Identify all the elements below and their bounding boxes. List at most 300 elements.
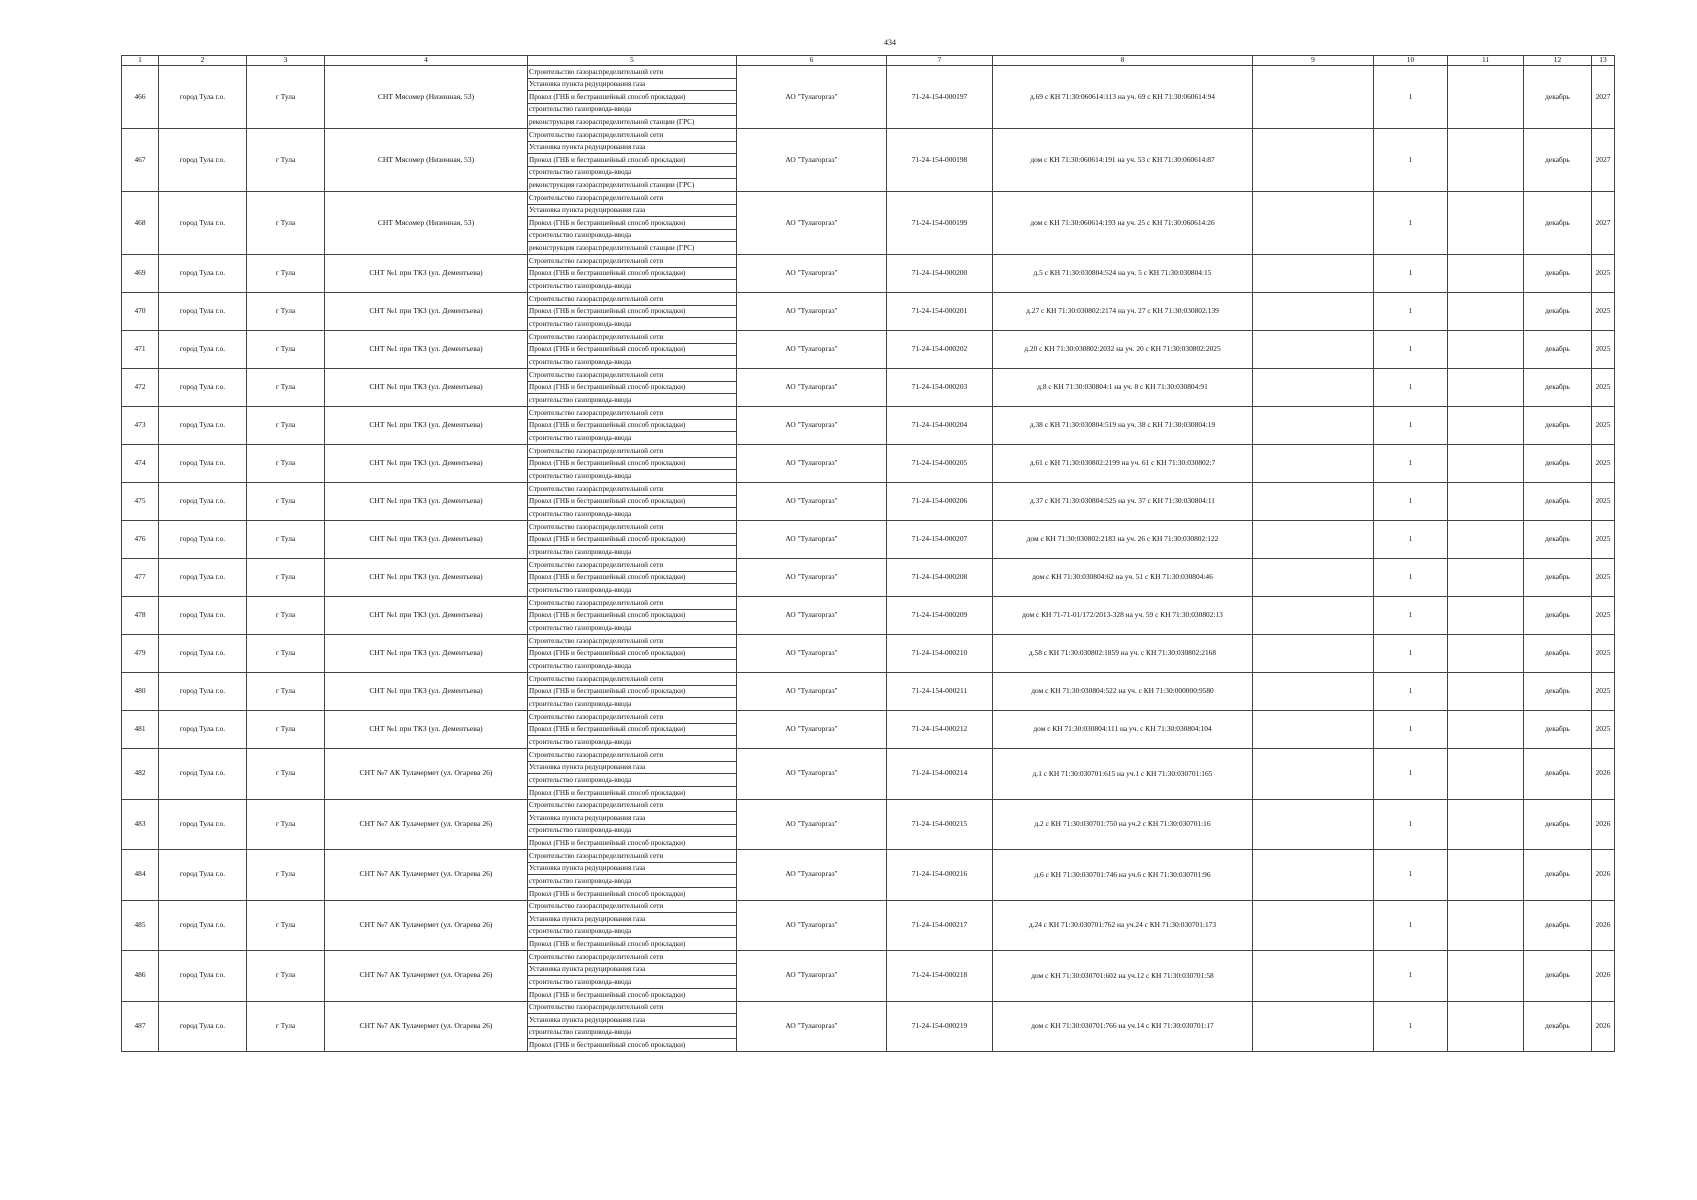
table-row xyxy=(122,407,1615,445)
works-cell xyxy=(528,951,737,1002)
col-header-7: 7 xyxy=(887,56,993,66)
municipality-cell: город Тула г.о. xyxy=(159,900,247,951)
quantity-cell: 1 xyxy=(1374,129,1448,192)
col-header-6: 6 xyxy=(737,56,887,66)
organization-cell: АО "Тулагоргаз" xyxy=(737,66,887,129)
work-item: строительство газопровода-ввода xyxy=(529,282,632,291)
work-item: Строительство газораспределительной сети xyxy=(528,749,736,762)
table-row xyxy=(122,673,1615,711)
row-number: 466 xyxy=(122,66,159,129)
application-code-cell: 71-24-154-000207 xyxy=(887,521,993,559)
location-cell: д.1 с КН 71:30:030701:615 на уч.1 с КН 71:30:030701:165 xyxy=(993,749,1253,800)
column-11-cell xyxy=(1448,483,1524,521)
row-number: 482 xyxy=(122,749,159,800)
organization-cell: АО "Тулагоргаз" xyxy=(737,1001,887,1052)
row-number: 478 xyxy=(122,597,159,635)
work-item: Строительство газораспределительной сети xyxy=(528,673,736,686)
works-list xyxy=(528,293,736,330)
work-item: Прокол (ГНБ и бестраншейный способ прокладки) xyxy=(528,344,736,357)
month-cell: декабрь xyxy=(1524,407,1592,445)
column-11-cell xyxy=(1448,597,1524,635)
work-item: Строительство газораспределительной сети xyxy=(528,901,736,914)
column-11-cell xyxy=(1448,635,1524,673)
column-11-cell xyxy=(1448,799,1524,850)
column-9-cell xyxy=(1253,673,1374,711)
works-cell xyxy=(528,635,737,673)
work-item: строительство газопровода-ввода xyxy=(528,875,736,888)
column-9-cell xyxy=(1253,900,1374,951)
month-cell: декабрь xyxy=(1524,331,1592,369)
settlement-cell: г Тула xyxy=(247,900,325,951)
organization-cell: АО "Тулагоргаз" xyxy=(737,799,887,850)
location-cell: дом с КН 71:30:030701:602 на уч.12 с КН 71:30:030701:58 xyxy=(993,951,1253,1002)
works-list xyxy=(528,1002,736,1052)
work-item: Прокол (ГНБ и бестраншейный способ прокладки) xyxy=(528,648,736,661)
work-item: строительство газопровода-ввода xyxy=(529,586,632,595)
work-item: Прокол (ГНБ и бестраншейный способ прокладки) xyxy=(528,458,736,471)
location-cell: дом с КН 71:30:030804:62 на уч. 51 с КН 71:30:030804:46 xyxy=(993,559,1253,597)
work-item: Строительство газораспределительной сети xyxy=(528,192,736,205)
works-list xyxy=(528,407,736,444)
column-11-cell xyxy=(1448,559,1524,597)
table-row xyxy=(122,1001,1615,1052)
row-number: 475 xyxy=(122,483,159,521)
work-item: Строительство газораспределительной сети xyxy=(528,255,736,268)
application-code-cell: 71-24-154-000208 xyxy=(887,559,993,597)
year-cell: 2025 xyxy=(1592,483,1615,521)
work-item: Прокол (ГНБ и бестраншейный способ прокладки) xyxy=(528,268,736,281)
organization-cell: АО "Тулагоргаз" xyxy=(737,407,887,445)
work-item: Прокол (ГНБ и бестраншейный способ прокладки) xyxy=(528,686,736,699)
application-code-cell: 71-24-154-000216 xyxy=(887,850,993,901)
row-number: 479 xyxy=(122,635,159,673)
settlement-cell: г Тула xyxy=(247,850,325,901)
work-item: Установка пункта редуцирования газа xyxy=(528,1014,736,1027)
year-cell: 2026 xyxy=(1592,900,1615,951)
settlement-cell: г Тула xyxy=(247,445,325,483)
municipality-cell: город Тула г.о. xyxy=(159,635,247,673)
column-9-cell xyxy=(1253,293,1374,331)
works-cell xyxy=(528,673,737,711)
works-list xyxy=(528,66,736,128)
month-cell: декабрь xyxy=(1524,483,1592,521)
settlement-cell: г Тула xyxy=(247,369,325,407)
object-cell: СНТ Мясомер (Низинная, 53) xyxy=(325,129,528,192)
works-list xyxy=(528,597,736,634)
location-cell: дом с КН 71-71-01/172/2013-328 на уч. 59 с КН 71:30:030802:13 xyxy=(993,597,1253,635)
settlement-cell: г Тула xyxy=(247,559,325,597)
year-cell: 2025 xyxy=(1592,559,1615,597)
row-number: 467 xyxy=(122,129,159,192)
quantity-cell: 1 xyxy=(1374,293,1448,331)
quantity-cell: 1 xyxy=(1374,900,1448,951)
works-cell xyxy=(528,407,737,445)
location-cell: дом с КН 71:30:060614:191 на уч. 53 с КН 71:30:060614:87 xyxy=(993,129,1253,192)
quantity-cell: 1 xyxy=(1374,635,1448,673)
object-cell: СНТ №1 при ТКЗ (ул. Дементьева) xyxy=(325,331,528,369)
application-code-cell: 71-24-154-000219 xyxy=(887,1001,993,1052)
object-cell: СНТ №7 АК Тулачермет (ул. Огарева 26) xyxy=(325,1001,528,1052)
municipality-cell: город Тула г.о. xyxy=(159,673,247,711)
works-list xyxy=(528,850,736,900)
work-item: строительство газопровода-ввода xyxy=(529,320,632,329)
quantity-cell: 1 xyxy=(1374,711,1448,749)
location-cell: д.58 с КН 71:30:030802:1859 на уч. с КН 71:30:030802:2168 xyxy=(993,635,1253,673)
col-header-5: 5 xyxy=(528,56,737,66)
work-item: строительство газопровода-ввода xyxy=(528,976,736,989)
col-header-10: 10 xyxy=(1374,56,1448,66)
settlement-cell: г Тула xyxy=(247,293,325,331)
object-cell: СНТ №7 АК Тулачермет (ул. Огарева 26) xyxy=(325,850,528,901)
work-item: строительство газопровода-ввода xyxy=(529,738,632,747)
work-item: Строительство газораспределительной сети xyxy=(528,331,736,344)
object-cell: СНТ №1 при ТКЗ (ул. Дементьева) xyxy=(325,635,528,673)
work-item: Прокол (ГНБ и бестраншейный способ прокладки) xyxy=(528,610,736,623)
organization-cell: АО "Тулагоргаз" xyxy=(737,850,887,901)
work-item: Строительство газораспределительной сети xyxy=(528,483,736,496)
table-row xyxy=(122,900,1615,951)
location-cell: дом с КН 71:30:060614:193 на уч. 25 с КН 71:30:060614:26 xyxy=(993,192,1253,255)
quantity-cell: 1 xyxy=(1374,445,1448,483)
organization-cell: АО "Тулагоргаз" xyxy=(737,445,887,483)
organization-cell: АО "Тулагоргаз" xyxy=(737,635,887,673)
column-11-cell xyxy=(1448,749,1524,800)
year-cell: 2027 xyxy=(1592,129,1615,192)
works-cell xyxy=(528,597,737,635)
settlement-cell: г Тула xyxy=(247,192,325,255)
works-cell xyxy=(528,192,737,255)
work-item: Установка пункта редуцирования газа xyxy=(528,79,736,92)
location-cell: д.24 с КН 71:30:030701:762 на уч.24 с КН 71:30:030701:173 xyxy=(993,900,1253,951)
work-item: Прокол (ГНБ и бестраншейный способ прокладки) xyxy=(528,724,736,737)
object-cell: СНТ №1 при ТКЗ (ул. Дементьева) xyxy=(325,673,528,711)
works-list xyxy=(528,192,736,254)
table-row xyxy=(122,597,1615,635)
municipality-cell: город Тула г.о. xyxy=(159,445,247,483)
row-number: 472 xyxy=(122,369,159,407)
column-11-cell xyxy=(1448,445,1524,483)
works-cell xyxy=(528,850,737,901)
works-list xyxy=(528,749,736,799)
work-item: строительство газопровода-ввода xyxy=(529,472,632,481)
works-cell xyxy=(528,749,737,800)
column-11-cell xyxy=(1448,293,1524,331)
column-11-cell xyxy=(1448,192,1524,255)
year-cell: 2025 xyxy=(1592,331,1615,369)
organization-cell: АО "Тулагоргаз" xyxy=(737,597,887,635)
work-item: Строительство газораспределительной сети xyxy=(528,407,736,420)
column-11-cell xyxy=(1448,521,1524,559)
month-cell: декабрь xyxy=(1524,293,1592,331)
work-item: строительство газопровода-ввода xyxy=(528,825,736,838)
quantity-cell: 1 xyxy=(1374,192,1448,255)
works-list xyxy=(528,255,736,292)
municipality-cell: город Тула г.о. xyxy=(159,850,247,901)
year-cell: 2026 xyxy=(1592,951,1615,1002)
works-list xyxy=(528,673,736,710)
table-row xyxy=(122,483,1615,521)
object-cell: СНТ №7 АК Тулачермет (ул. Огарева 26) xyxy=(325,900,528,951)
work-item: Строительство газораспределительной сети xyxy=(528,1002,736,1015)
object-cell: СНТ №1 при ТКЗ (ул. Дементьева) xyxy=(325,369,528,407)
settlement-cell: г Тула xyxy=(247,635,325,673)
quantity-cell: 1 xyxy=(1374,369,1448,407)
quantity-cell: 1 xyxy=(1374,749,1448,800)
row-number: 483 xyxy=(122,799,159,850)
object-cell: СНТ №7 АК Тулачермет (ул. Огарева 26) xyxy=(325,951,528,1002)
column-11-cell xyxy=(1448,129,1524,192)
work-item: Прокол (ГНБ и бестраншейный способ прокладки) xyxy=(528,572,736,585)
column-9-cell xyxy=(1253,255,1374,293)
settlement-cell: г Тула xyxy=(247,521,325,559)
column-9-cell xyxy=(1253,597,1374,635)
table-row xyxy=(122,369,1615,407)
work-item: Строительство газораспределительной сети xyxy=(528,66,736,79)
works-cell xyxy=(528,255,737,293)
municipality-cell: город Тула г.о. xyxy=(159,129,247,192)
work-item: Строительство газораспределительной сети xyxy=(528,850,736,863)
row-number: 486 xyxy=(122,951,159,1002)
column-9-cell xyxy=(1253,66,1374,129)
object-cell: СНТ №7 АК Тулачермет (ул. Огарева 26) xyxy=(325,749,528,800)
work-item: Строительство газораспределительной сети xyxy=(528,293,736,306)
table-row xyxy=(122,521,1615,559)
object-cell: СНТ №1 при ТКЗ (ул. Дементьева) xyxy=(325,483,528,521)
works-list xyxy=(528,369,736,406)
year-cell: 2025 xyxy=(1592,597,1615,635)
application-code-cell: 71-24-154-000212 xyxy=(887,711,993,749)
work-item: Установка пункта редуцирования газа xyxy=(528,863,736,876)
work-item: строительство газопровода-ввода xyxy=(528,230,736,243)
location-cell: д.6 с КН 71:30:030701:746 на уч.6 с КН 71:30:030701:96 xyxy=(993,850,1253,901)
settlement-cell: г Тула xyxy=(247,483,325,521)
works-cell xyxy=(528,293,737,331)
col-header-8: 8 xyxy=(993,56,1253,66)
month-cell: декабрь xyxy=(1524,951,1592,1002)
column-11-cell xyxy=(1448,331,1524,369)
municipality-cell: город Тула г.о. xyxy=(159,799,247,850)
month-cell: декабрь xyxy=(1524,521,1592,559)
work-item: реконструкция газораспределительной станции (ГРС) xyxy=(529,181,695,190)
application-code-cell: 71-24-154-000199 xyxy=(887,192,993,255)
municipality-cell: город Тула г.о. xyxy=(159,559,247,597)
application-code-cell: 71-24-154-000203 xyxy=(887,369,993,407)
month-cell: декабрь xyxy=(1524,129,1592,192)
quantity-cell: 1 xyxy=(1374,951,1448,1002)
work-item: Строительство газораспределительной сети xyxy=(528,635,736,648)
table-body xyxy=(122,66,1615,1052)
municipality-cell: город Тула г.о. xyxy=(159,192,247,255)
municipality-cell: город Тула г.о. xyxy=(159,711,247,749)
application-code-cell: 71-24-154-000214 xyxy=(887,749,993,800)
quantity-cell: 1 xyxy=(1374,559,1448,597)
work-item: Строительство газораспределительной сети xyxy=(528,445,736,458)
table-row xyxy=(122,293,1615,331)
organization-cell: АО "Тулагоргаз" xyxy=(737,711,887,749)
year-cell: 2025 xyxy=(1592,521,1615,559)
table-row xyxy=(122,129,1615,192)
works-list xyxy=(528,559,736,596)
column-9-cell xyxy=(1253,129,1374,192)
settlement-cell: г Тула xyxy=(247,799,325,850)
application-code-cell: 71-24-154-000209 xyxy=(887,597,993,635)
work-item: Прокол (ГНБ и бестраншейный способ прокладки) xyxy=(528,91,736,104)
year-cell: 2025 xyxy=(1592,293,1615,331)
location-cell: д.61 с КН 71:30:030802:2199 на уч. 61 с КН 71:30:030802:7 xyxy=(993,445,1253,483)
work-item: Строительство газораспределительной сети xyxy=(528,951,736,964)
location-cell: дом с КН 71:30:030802:2183 на уч. 26 с КН 71:30:030802:122 xyxy=(993,521,1253,559)
work-item: Прокол (ГНБ и бестраншейный способ прокладки) xyxy=(529,940,686,949)
page-number: 434 xyxy=(884,38,896,47)
column-11-cell xyxy=(1448,407,1524,445)
works-list xyxy=(528,951,736,1001)
row-number: 469 xyxy=(122,255,159,293)
work-item: Установка пункта редуцирования газа xyxy=(528,964,736,977)
month-cell: декабрь xyxy=(1524,66,1592,129)
column-9-cell xyxy=(1253,635,1374,673)
table-row xyxy=(122,951,1615,1002)
application-code-cell: 71-24-154-000201 xyxy=(887,293,993,331)
settlement-cell: г Тула xyxy=(247,66,325,129)
location-cell: д.37 с КН 71:30:030804:525 на уч. 37 с КН 71:30:030804:11 xyxy=(993,483,1253,521)
municipality-cell: город Тула г.о. xyxy=(159,597,247,635)
row-number: 485 xyxy=(122,900,159,951)
month-cell: декабрь xyxy=(1524,711,1592,749)
column-11-cell xyxy=(1448,951,1524,1002)
column-11-cell xyxy=(1448,1001,1524,1052)
object-cell: СНТ №1 при ТКЗ (ул. Дементьева) xyxy=(325,597,528,635)
location-cell: д.20 с КН 71:30:030802:2032 на уч. 20 с КН 71:30:030802:2025 xyxy=(993,331,1253,369)
settlement-cell: г Тула xyxy=(247,407,325,445)
settlement-cell: г Тула xyxy=(247,1001,325,1052)
quantity-cell: 1 xyxy=(1374,66,1448,129)
application-code-cell: 71-24-154-000218 xyxy=(887,951,993,1002)
year-cell: 2025 xyxy=(1592,711,1615,749)
quantity-cell: 1 xyxy=(1374,331,1448,369)
organization-cell: АО "Тулагоргаз" xyxy=(737,369,887,407)
work-item: строительство газопровода-ввода xyxy=(529,434,632,443)
month-cell: декабрь xyxy=(1524,445,1592,483)
location-cell: д.2 с КН 71:30:030701:750 на уч.2 с КН 71:30:030701:16 xyxy=(993,799,1253,850)
works-cell xyxy=(528,129,737,192)
column-9-cell xyxy=(1253,850,1374,901)
row-number: 474 xyxy=(122,445,159,483)
col-header-3: 3 xyxy=(247,56,325,66)
application-code-cell: 71-24-154-000204 xyxy=(887,407,993,445)
works-cell xyxy=(528,445,737,483)
work-item: Прокол (ГНБ и бестраншейный способ прокладки) xyxy=(529,990,686,999)
work-item: строительство газопровода-ввода xyxy=(529,396,632,405)
location-cell: д.5 с КН 71:30:030804:524 на уч. 5 с КН 71:30:030804:15 xyxy=(993,255,1253,293)
work-item: реконструкция газораспределительной станции (ГРС) xyxy=(529,244,695,253)
works-cell xyxy=(528,711,737,749)
month-cell: декабрь xyxy=(1524,749,1592,800)
municipality-cell: город Тула г.о. xyxy=(159,407,247,445)
quantity-cell: 1 xyxy=(1374,1001,1448,1052)
work-item: Строительство газораспределительной сети xyxy=(528,711,736,724)
organization-cell: АО "Тулагоргаз" xyxy=(737,559,887,597)
municipality-cell: город Тула г.о. xyxy=(159,951,247,1002)
work-item: строительство газопровода-ввода xyxy=(528,167,736,180)
works-cell xyxy=(528,900,737,951)
location-cell: д.69 с КН 71:30:060614:113 на уч. 69 с КН 71:30:060614:94 xyxy=(993,66,1253,129)
work-item: Установка пункта редуцирования газа xyxy=(528,812,736,825)
application-code-cell: 71-24-154-000217 xyxy=(887,900,993,951)
year-cell: 2027 xyxy=(1592,66,1615,129)
month-cell: декабрь xyxy=(1524,635,1592,673)
work-item: Прокол (ГНБ и бестраншейный способ прокладки) xyxy=(528,420,736,433)
month-cell: декабрь xyxy=(1524,1001,1592,1052)
row-number: 484 xyxy=(122,850,159,901)
col-header-13: 13 xyxy=(1592,56,1615,66)
column-9-cell xyxy=(1253,799,1374,850)
location-cell: дом с КН 71:30:030701:766 на уч.14 с КН 71:30:030701:17 xyxy=(993,1001,1253,1052)
year-cell: 2025 xyxy=(1592,407,1615,445)
location-cell: д.8 с КН 71:30:030804:1 на уч. 8 с КН 71:30:030804:91 xyxy=(993,369,1253,407)
works-list xyxy=(528,483,736,520)
month-cell: декабрь xyxy=(1524,850,1592,901)
work-item: строительство газопровода-ввода xyxy=(528,774,736,787)
work-item: Прокол (ГНБ и бестраншейный способ прокладки) xyxy=(529,889,686,898)
settlement-cell: г Тула xyxy=(247,255,325,293)
col-header-9: 9 xyxy=(1253,56,1374,66)
organization-cell: АО "Тулагоргаз" xyxy=(737,483,887,521)
organization-cell: АО "Тулагоргаз" xyxy=(737,192,887,255)
work-item: Прокол (ГНБ и бестраншейный способ прокладки) xyxy=(528,382,736,395)
column-11-cell xyxy=(1448,66,1524,129)
col-header-11: 11 xyxy=(1448,56,1524,66)
work-item: Прокол (ГНБ и бестраншейный способ прокладки) xyxy=(529,839,686,848)
quantity-cell: 1 xyxy=(1374,483,1448,521)
object-cell: СНТ №1 при ТКЗ (ул. Дементьева) xyxy=(325,255,528,293)
work-item: строительство газопровода-ввода xyxy=(529,548,632,557)
row-number: 477 xyxy=(122,559,159,597)
year-cell: 2026 xyxy=(1592,799,1615,850)
column-9-cell xyxy=(1253,559,1374,597)
column-9-cell xyxy=(1253,951,1374,1002)
settlement-cell: г Тула xyxy=(247,749,325,800)
location-cell: д.38 с КН 71:30:030804:519 на уч. 38 с КН 71:30:030804:19 xyxy=(993,407,1253,445)
table-row xyxy=(122,445,1615,483)
quantity-cell: 1 xyxy=(1374,799,1448,850)
table-row xyxy=(122,559,1615,597)
work-item: строительство газопровода-ввода xyxy=(528,104,736,117)
municipality-cell: город Тула г.о. xyxy=(159,521,247,559)
work-item: Установка пункта редуцирования газа xyxy=(528,142,736,155)
works-list xyxy=(528,800,736,850)
column-9-cell xyxy=(1253,749,1374,800)
table-row xyxy=(122,749,1615,800)
organization-cell: АО "Тулагоргаз" xyxy=(737,331,887,369)
work-item: Прокол (ГНБ и бестраншейный способ прокладки) xyxy=(528,154,736,167)
year-cell: 2026 xyxy=(1592,1001,1615,1052)
works-cell xyxy=(528,799,737,850)
work-item: Прокол (ГНБ и бестраншейный способ прокладки) xyxy=(528,217,736,230)
column-9-cell xyxy=(1253,445,1374,483)
municipality-cell: город Тула г.о. xyxy=(159,749,247,800)
settlement-cell: г Тула xyxy=(247,597,325,635)
settlement-cell: г Тула xyxy=(247,129,325,192)
works-cell xyxy=(528,66,737,129)
works-cell xyxy=(528,521,737,559)
municipality-cell: город Тула г.о. xyxy=(159,255,247,293)
settlement-cell: г Тула xyxy=(247,951,325,1002)
location-cell: дом с КН 71:30:030804:111 на уч. с КН 71:30:030804:104 xyxy=(993,711,1253,749)
works-list xyxy=(528,129,736,191)
table-row xyxy=(122,192,1615,255)
month-cell: декабрь xyxy=(1524,255,1592,293)
work-item: Строительство газораспределительной сети xyxy=(528,129,736,142)
